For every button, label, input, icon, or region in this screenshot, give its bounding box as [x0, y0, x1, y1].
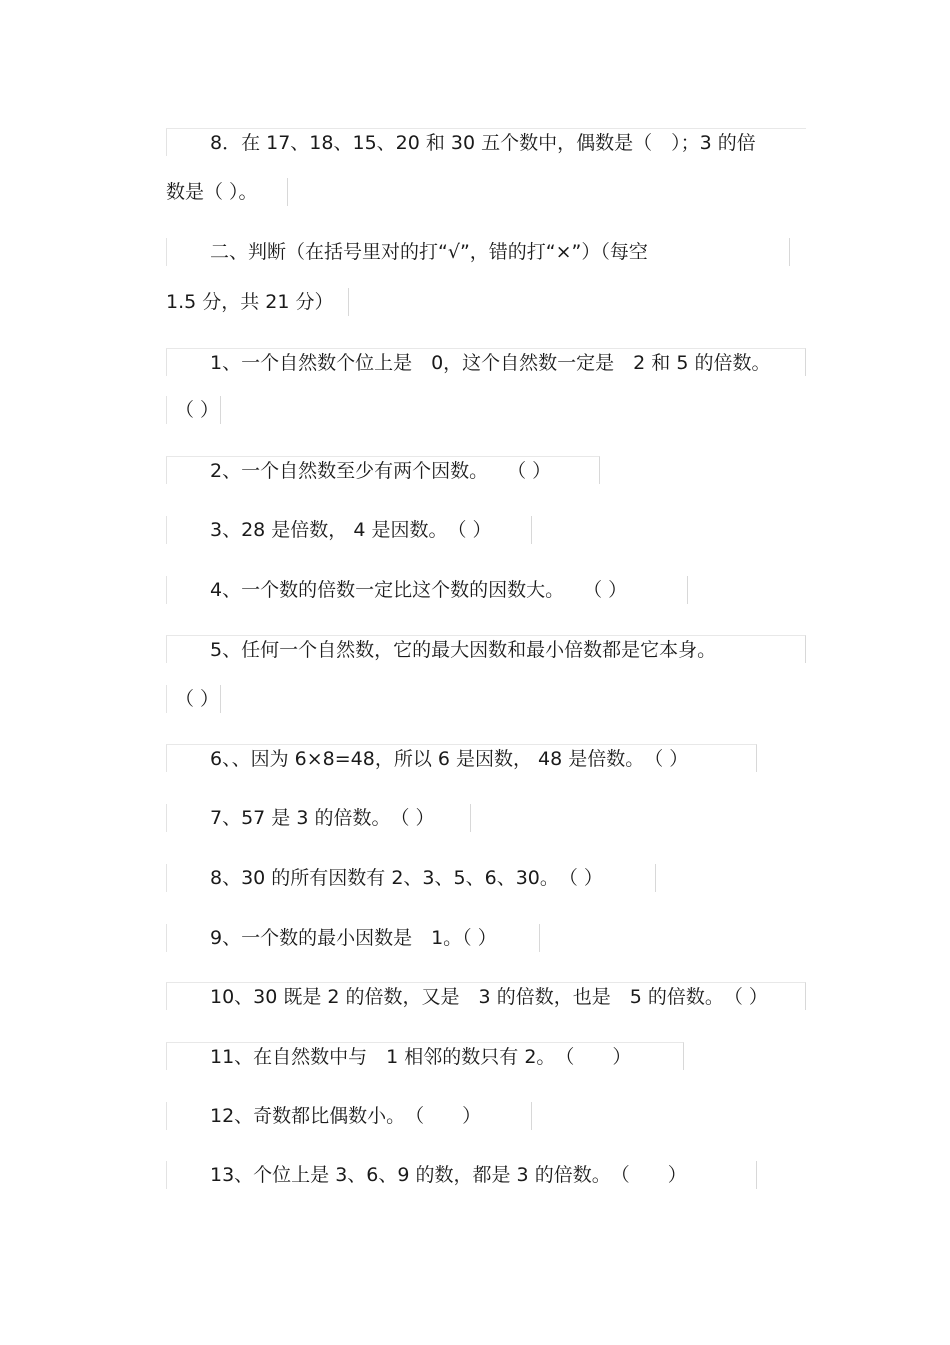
judgment-13-line — [166, 1161, 757, 1189]
judgment-1-text: 1、一个自然数个位上是 0，这个自然数一定是 2 和 5 的倍数。 — [210, 352, 771, 374]
judgment-11-line — [166, 1042, 684, 1070]
question-8-line — [166, 128, 806, 156]
judgment-5-text: 5、任何一个自然数，它的最大因数和最小倍数都是它本身。 — [210, 639, 717, 661]
judgment-3-text: 3、28 是倍数， 4 是因数。 （ ） — [210, 519, 492, 541]
section-2-heading-continuation — [166, 288, 349, 316]
judgment-5-line — [166, 635, 806, 663]
judgment-7-line — [166, 804, 471, 832]
judgment-10-text: 10、30 既是 2 的倍数，又是 3 的倍数，也是 5 的倍数。 （ ） — [210, 986, 768, 1008]
judgment-2-text: 2、一个自然数至少有两个因数。 （ ） — [210, 460, 552, 482]
judgment-1-answer-blank: （ ） — [175, 399, 220, 421]
judgment-12-text: 12、奇数都比偶数小。 （ ） — [210, 1105, 482, 1127]
question-8-text: 8．在 17、18、15、20 和 30 五个数中，偶数是（ ）；3 的倍 — [210, 132, 756, 154]
judgment-11-text: 11、在自然数中与 1 相邻的数只有 2。 （ ） — [210, 1046, 632, 1068]
judgment-10-line — [166, 982, 806, 1010]
judgment-5-continuation — [166, 685, 221, 713]
judgment-7-text: 7、57 是 3 的倍数。 （ ） — [210, 807, 435, 829]
judgment-5-answer-blank: （ ） — [175, 688, 220, 710]
question-8-continuation-text: 数是（ ）。 — [166, 181, 258, 203]
judgment-1-line — [166, 348, 806, 376]
judgment-8-text: 8、30 的所有因数有 2、3、5、6、30。 （ ） — [210, 867, 603, 889]
judgment-9-line — [166, 924, 540, 952]
judgment-6-text: 6、、因为 6×8=48，所以 6 是因数， 48 是倍数。 （ ） — [210, 748, 689, 770]
judgment-3-line — [166, 516, 532, 544]
section-2-heading-line — [166, 238, 790, 266]
question-8-continuation — [166, 178, 288, 206]
judgment-8-line — [166, 864, 656, 892]
section-2-heading: 二、判断（在括号里对的打“√”，错的打“×”）（每空 — [210, 241, 648, 263]
judgment-4-line — [166, 576, 688, 604]
judgment-4-text: 4、一个数的倍数一定比这个数的因数大。 （ ） — [210, 579, 628, 601]
section-2-heading-continuation-text: 1.5 分，共 21 分） — [166, 291, 334, 313]
judgment-1-continuation — [166, 396, 221, 424]
judgment-9-text: 9、一个数的最小因数是 1。（ ） — [210, 927, 497, 949]
judgment-2-line — [166, 456, 600, 484]
judgment-13-text: 13、个位上是 3、6、9 的数，都是 3 的倍数。 （ ） — [210, 1164, 687, 1186]
judgment-6-line — [166, 744, 757, 772]
judgment-12-line — [166, 1102, 532, 1130]
